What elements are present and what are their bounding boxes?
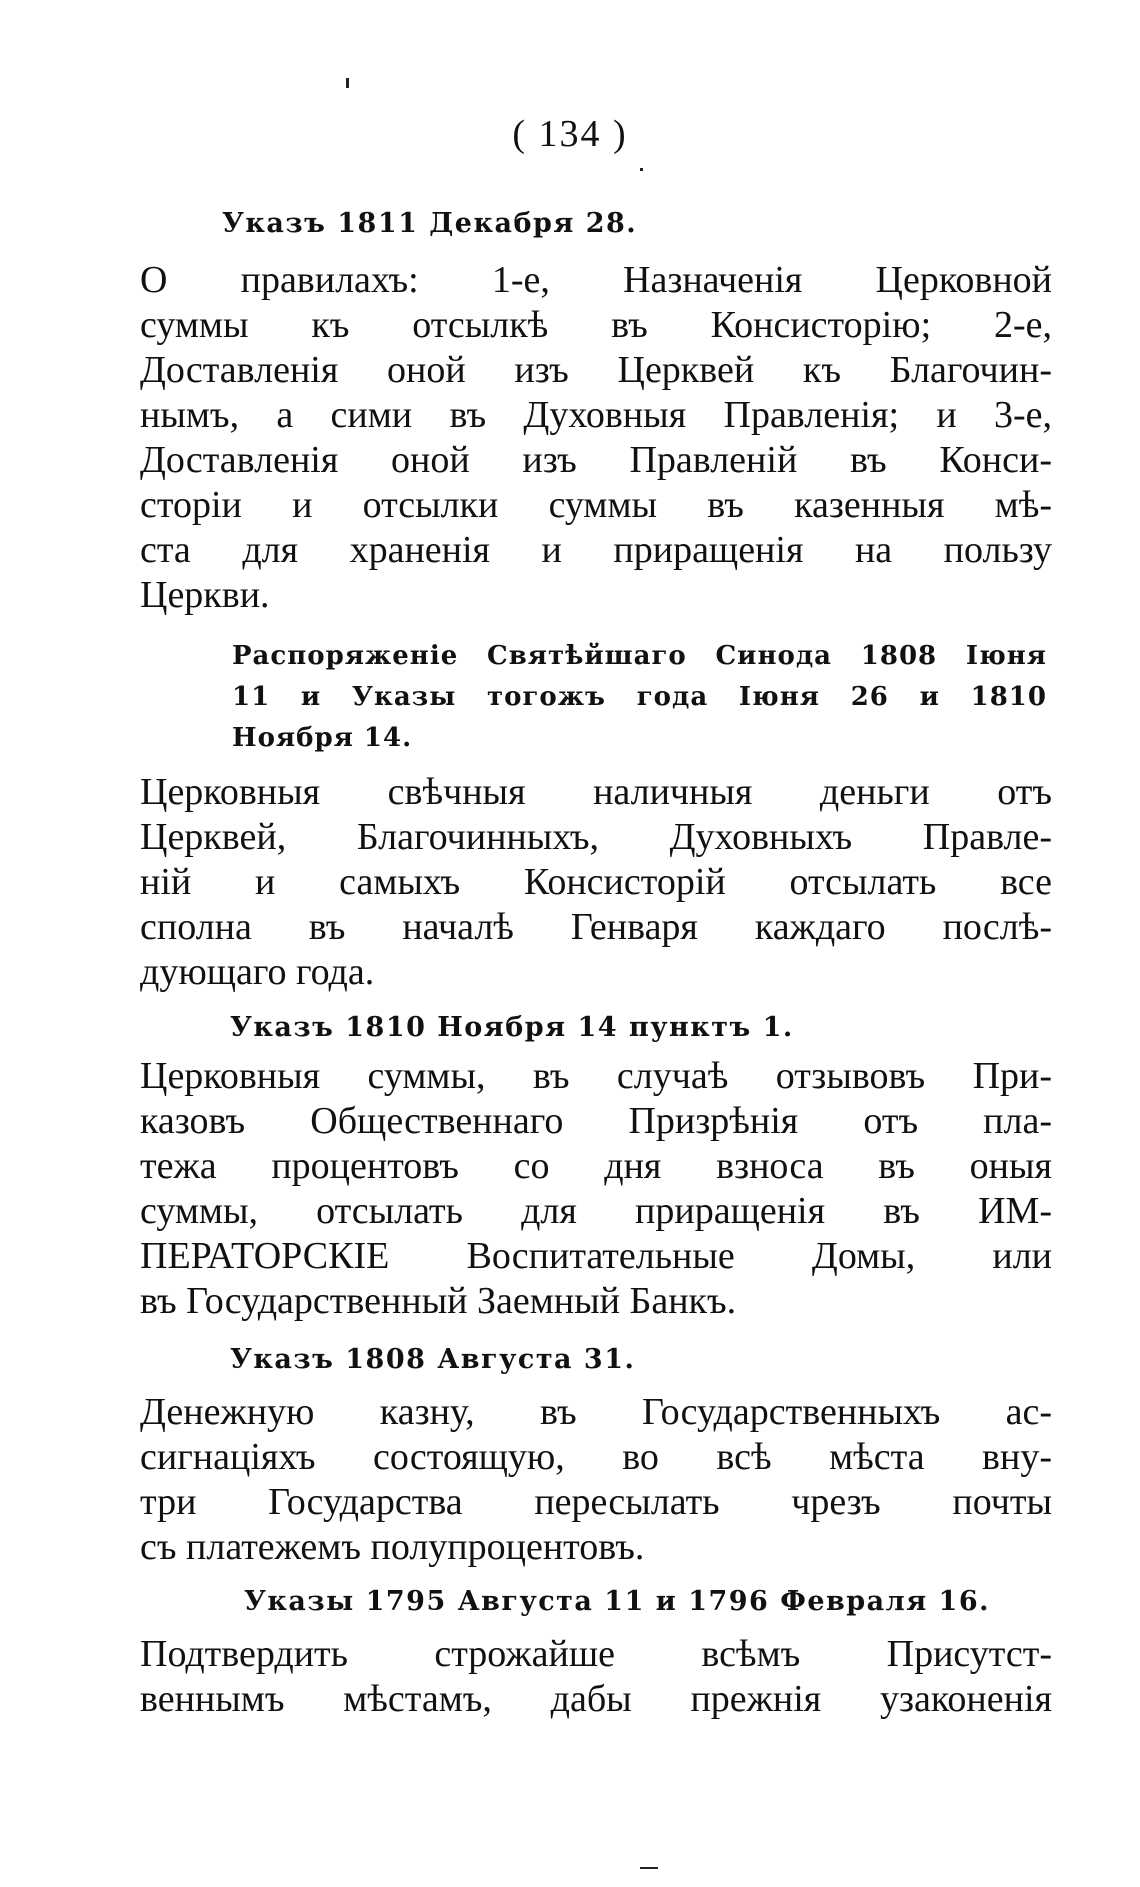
text-line: сигнаціяхъ состоящую, во всѣ мѣста вну- bbox=[140, 1436, 1052, 1478]
decree-paragraph-5 bbox=[140, 1632, 1052, 1722]
text-line: Церквей, Благочинныхъ, Духовныхъ Правле- bbox=[140, 816, 1052, 858]
text-line: дующаго года. bbox=[140, 951, 375, 993]
text-line: сторіи и отсылки суммы въ казенныя мѣ- bbox=[140, 484, 1052, 526]
text-line: суммы къ отсылкѣ въ Консисторію; 2-е, bbox=[140, 304, 1052, 346]
decree-paragraph-2 bbox=[140, 770, 1052, 995]
text-line: Церкви. bbox=[140, 574, 270, 616]
text-line: ній и самыхъ Консисторій отсылать все bbox=[140, 861, 1052, 903]
text-line: ПЕРАТОРСКІЕ Воспитательные Домы, или bbox=[140, 1235, 1052, 1277]
speck-mark bbox=[640, 168, 643, 171]
text-line: казовъ Общественнаго Призрѣнія отъ пла- bbox=[140, 1100, 1052, 1142]
speck-mark bbox=[346, 78, 349, 88]
text-line: въ Государственный Заемный Банкъ. bbox=[140, 1280, 737, 1322]
text-line: веннымъ мѣстамъ, дабы прежнія узаконенія bbox=[140, 1678, 1052, 1720]
text-line: Доставленія оной изъ Церквей къ Благочин- bbox=[140, 349, 1052, 391]
decree-heading-1: Указъ 1811 Декабря 28. bbox=[222, 208, 638, 239]
decree-paragraph-1 bbox=[140, 258, 1052, 618]
text-line: суммы, отсылать для приращенія въ ИМ- bbox=[140, 1190, 1052, 1232]
text-line: сполна въ началѣ Генваря каждаго послѣ- bbox=[140, 906, 1052, 948]
text-line: нымъ, а сими въ Духовныя Правленія; и 3-е, bbox=[140, 394, 1052, 436]
page-number: ( 134 ) bbox=[512, 113, 628, 155]
text-line: Подтвердить строжайше всѣмъ Присутст- bbox=[140, 1633, 1052, 1675]
heading-line: 11 и Указы тогожъ года Іюня 26 и 1810 bbox=[232, 682, 1047, 712]
text-line: съ платежемъ полупроцентовъ. bbox=[140, 1526, 645, 1568]
decree-heading-4: Указъ 1808 Августа 31. bbox=[230, 1344, 636, 1375]
text-line: Доставленія оной изъ Правленій въ Конси- bbox=[140, 439, 1052, 481]
heading-line: Распоряженіе Святѣйшаго Синода 1808 Іюня bbox=[232, 641, 1047, 671]
decree-heading-2 bbox=[232, 636, 1047, 759]
speck-mark bbox=[640, 1867, 658, 1869]
text-line: Церковныя свѣчныя наличныя деньги отъ bbox=[140, 771, 1052, 813]
decree-paragraph-4 bbox=[140, 1390, 1052, 1570]
text-line: три Государства пересылать чрезъ почты bbox=[140, 1481, 1052, 1523]
text-line: ста для храненія и приращенія на пользу bbox=[140, 529, 1052, 571]
decree-heading-5: Указы 1795 Августа 11 и 1796 Февраля 16. bbox=[244, 1586, 991, 1617]
text-line: тежа процентовъ со дня взноса въ оныя bbox=[140, 1145, 1052, 1187]
text-line: О правилахъ: 1-е, Назначенія Церковной bbox=[140, 259, 1052, 301]
decree-heading-3: Указъ 1810 Ноября 14 пунктъ 1. bbox=[230, 1012, 794, 1043]
decree-paragraph-3 bbox=[140, 1054, 1052, 1324]
heading-line: Ноября 14. bbox=[232, 723, 413, 753]
text-line: Денежную казну, въ Государственныхъ ас- bbox=[140, 1391, 1052, 1433]
text-line: Церковныя суммы, въ случаѣ отзывовъ При- bbox=[140, 1055, 1052, 1097]
